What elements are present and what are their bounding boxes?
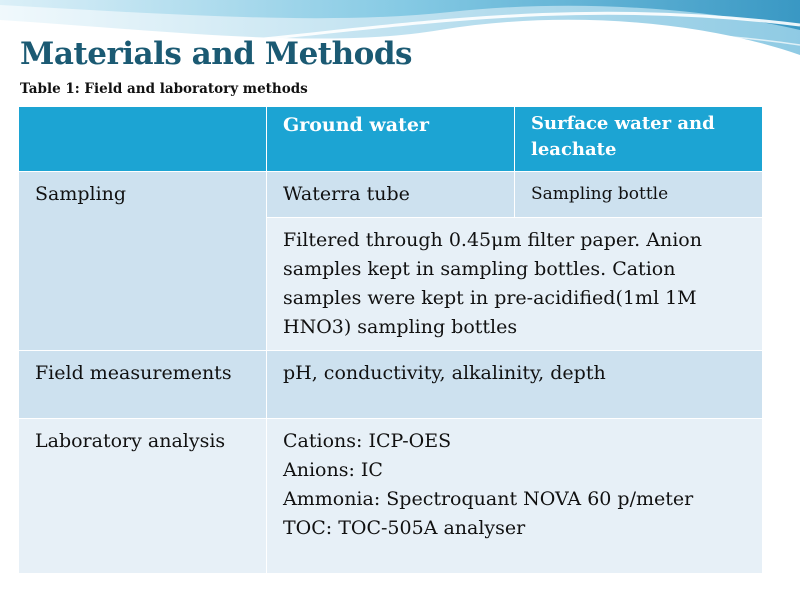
lab-line-toc: TOC: TOC-505A analyser (283, 517, 526, 539)
lab-line-cations: Cations: ICP-OES (283, 430, 452, 452)
slide-title: Materials and Methods (20, 36, 412, 72)
lab-line-ammonia: Ammonia: Spectroquant NOVA 60 p/meter (283, 488, 694, 510)
header-cell-empty (19, 107, 267, 172)
cell-sample-treatment: Filtered through 0.45μm filter paper. Anion samples kept in sampling bottles. Cation samples were kept in pre-acidified(1ml 1M HNO3) sampling bottles (267, 218, 763, 351)
cell-sampling-surface-water: Sampling bottle (515, 172, 763, 218)
row-label-field-measurements: Field measurements (19, 351, 267, 419)
row-label-sampling: Sampling (19, 172, 267, 351)
lab-line-anions: Anions: IC (283, 459, 383, 481)
cell-field-measurements: pH, conductivity, alkalinity, depth (267, 351, 763, 419)
header-cell-surface-water: Surface water and leachate (515, 107, 763, 172)
row-label-laboratory-analysis: Laboratory analysis (19, 419, 267, 574)
cell-laboratory-analysis (267, 419, 763, 574)
table-row-field-measurements (19, 351, 763, 419)
header-cell-ground-water: Ground water (267, 107, 515, 172)
table-header-row (19, 107, 763, 172)
table-caption: Table 1: Field and laboratory methods (20, 81, 308, 97)
cell-sampling-ground-water: Waterra tube (267, 172, 515, 218)
methods-table (18, 106, 763, 574)
table-row-sampling (19, 172, 763, 218)
table-row-laboratory-analysis (19, 419, 763, 574)
